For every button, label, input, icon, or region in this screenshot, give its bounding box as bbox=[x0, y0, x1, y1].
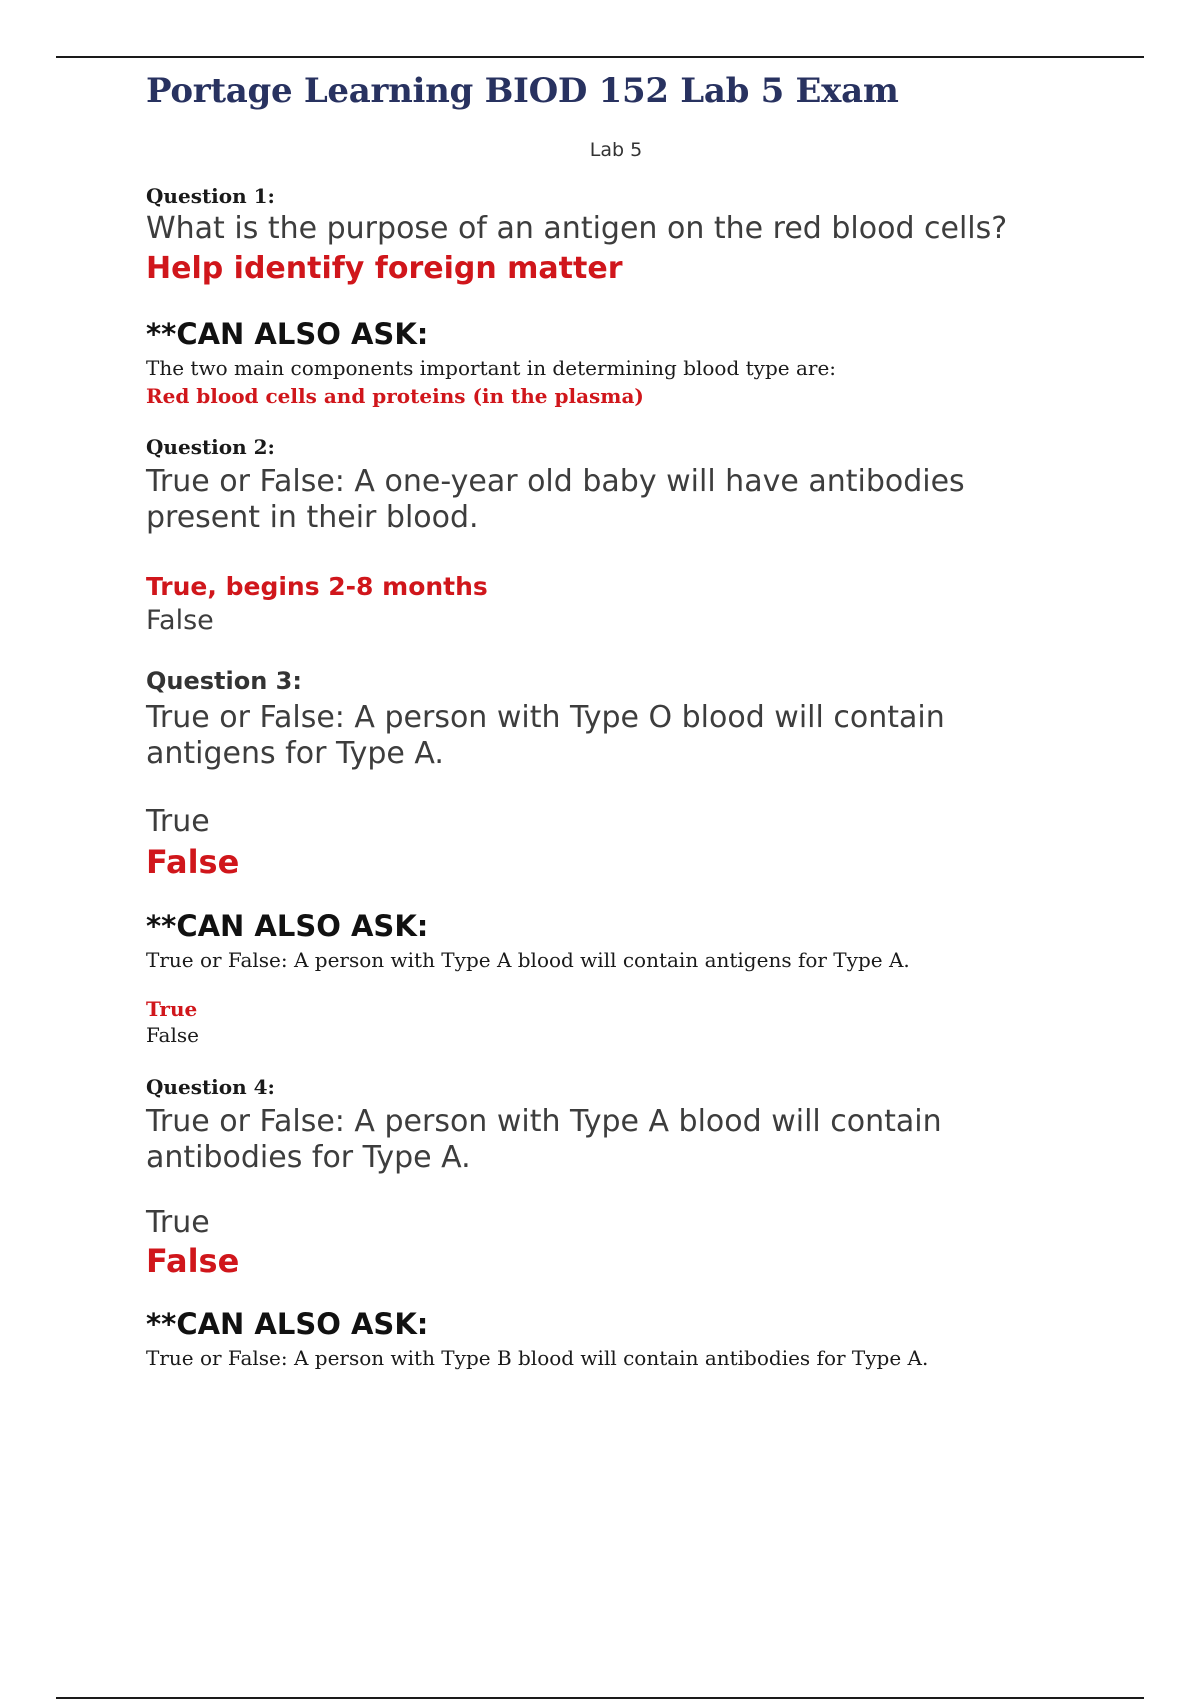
bottom-rule bbox=[56, 1697, 1144, 1699]
question-1-also-ask bbox=[146, 316, 1146, 410]
also-ask-question: True or False: A person with Type B blood will contain antibodies for Type A. bbox=[146, 1346, 929, 1370]
top-rule bbox=[56, 56, 1144, 58]
question-2 bbox=[146, 434, 1146, 638]
question-3-text: True or False: A person with Type O blood will contain antigens for Type A. bbox=[146, 700, 945, 771]
question-3-option-correct: False bbox=[146, 843, 240, 881]
document-subtitle: Lab 5 bbox=[589, 139, 643, 161]
question-1-answer: Help identify foreign matter bbox=[146, 251, 623, 286]
question-1-label: Question 1: bbox=[146, 184, 275, 208]
question-2-text: True or False: A one-year old baby will have antibodies present in their blood. bbox=[146, 464, 965, 535]
question-3-option: True bbox=[146, 804, 210, 839]
question-3 bbox=[146, 666, 1146, 882]
question-4 bbox=[146, 1074, 1146, 1280]
also-ask-answer: Red blood cells and proteins (in the plasma) bbox=[146, 384, 644, 408]
also-ask-question: The two main components important in determining blood type are: bbox=[146, 356, 837, 380]
question-3-label: Question 3: bbox=[146, 667, 302, 695]
question-4-option-correct: False bbox=[146, 1242, 240, 1280]
also-ask-option-correct: True bbox=[146, 997, 198, 1021]
question-2-option-correct: True, begins 2-8 months bbox=[146, 572, 488, 601]
question-2-label: Question 2: bbox=[146, 435, 275, 459]
also-ask-option: False bbox=[146, 1023, 199, 1047]
question-4-label: Question 4: bbox=[146, 1075, 275, 1099]
also-ask-heading: **CAN ALSO ASK: bbox=[146, 317, 429, 351]
document-title: Portage Learning BIOD 152 Lab 5 Exam bbox=[146, 71, 899, 111]
question-4-text: True or False: A person with Type A blood will contain antibodies for Type A. bbox=[146, 1104, 942, 1175]
question-4-option: True bbox=[146, 1205, 210, 1240]
question-4-also-ask bbox=[146, 1306, 1146, 1372]
question-3-also-ask bbox=[146, 908, 1146, 1048]
question-1-text: What is the purpose of an antigen on the red blood cells? bbox=[146, 211, 1008, 246]
also-ask-heading: **CAN ALSO ASK: bbox=[146, 909, 429, 943]
question-2-option: False bbox=[146, 605, 214, 636]
also-ask-heading: **CAN ALSO ASK: bbox=[146, 1307, 429, 1341]
also-ask-question: True or False: A person with Type A blood will contain antigens for Type A. bbox=[146, 948, 910, 972]
document-body bbox=[146, 66, 1146, 1372]
question-1 bbox=[146, 183, 1146, 289]
